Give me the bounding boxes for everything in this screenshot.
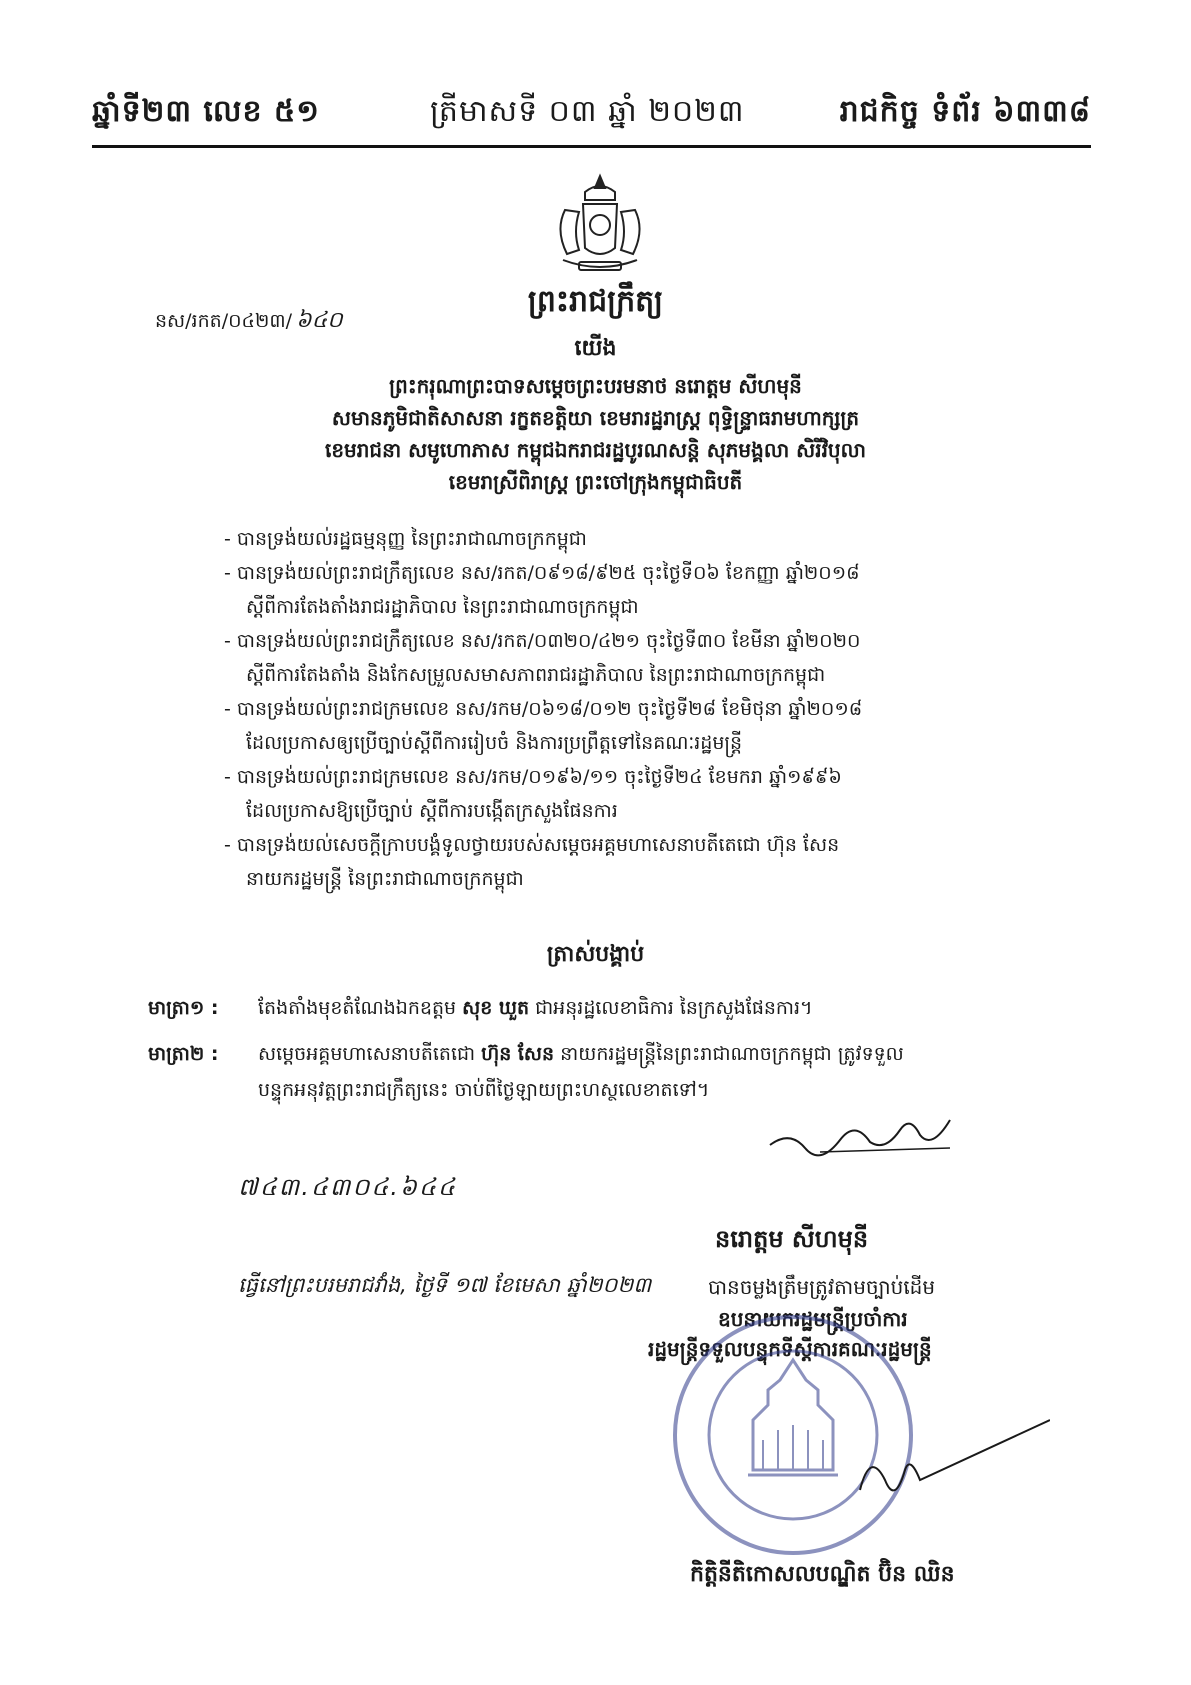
intro-word: យើង [574,336,617,361]
visa-line: បានទ្រង់យល់ព្រះរាជក្រឹត្យលេខ នស/រកត/០៩១៨/៩២៥ ចុះថ្ងៃទី០៦ ខែកញ្ញា ឆ្នាំ២០១៨ [236,562,860,584]
visa-dash: - [224,630,231,652]
visa-dash: - [224,562,231,584]
article-text: តែងតាំងមុខតំណែងឯកឧត្តម [258,997,463,1019]
certified-copy-text: បានចម្លងត្រឹមត្រូវតាមច្បាប់ដើម [708,1275,936,1299]
royal-style-line: ខេមរាជនា សមូហោភាស កម្ពុជឯករាជរដ្ឋបូរណសន្តិ សុភមង្គលា សិរីវិបុលា [324,438,867,462]
decision-heading: ត្រាស់បង្គាប់ [546,942,645,967]
visa-item [224,556,1090,624]
article-person-name: សុខ ឃួត [462,997,530,1019]
article-label: មាត្រា១ : [148,997,219,1019]
visa-dash: - [224,766,231,788]
article-label: មាត្រា២ : [148,1043,219,1065]
certifier-title-line1: ឧបនាយករដ្ឋមន្ត្រីប្រចាំការ [718,1307,908,1331]
royal-handwritten-date: ៧៤៣.៤៣០៤.៦៤៤ [238,1173,457,1201]
royal-style-line: ខេមរាស្រីពិរាស្ត្រ ព្រះចៅក្រុងកម្ពុជាធិបតី [448,470,743,494]
document-title: ព្រះរាជក្រឹត្យ [527,284,664,319]
visa-dash: - [224,834,231,856]
certifier-signature-icon [850,1410,1050,1530]
visa-line-continued: ដែលប្រកាសឱ្យប្រើច្បាប់ ស្តីពីការបង្កើតក្រសួងផែនការ [246,800,618,822]
visa-item [224,828,1090,896]
royal-signer-name: នរោត្តម សីហមុនី [715,1225,869,1253]
royal-style-line: សមានភូមិជាតិសាសនា រក្ខតខត្តិយា ខេមរារដ្ឋរាស្ត្រ ពុទ្ធិន្ទ្រាធរាមហាក្សត្រ [331,406,860,430]
visa-list [224,522,1090,896]
visa-line: បានទ្រង់យល់ព្រះរាជក្រឹត្យលេខ នស/រកត/០៣២០/៤២១ ចុះថ្ងៃទី៣០ ខែមីនា ឆ្នាំ២០២០ [236,630,861,652]
article-text: សម្តេចអគ្គមហាសេនាបតីតេជោ [258,1043,482,1065]
visa-item [224,624,1090,692]
visa-item [224,692,1090,760]
article-1 [148,990,1048,1026]
article-text: ជាអនុរដ្ឋលេខាធិការ នៃក្រសួងផែនការ។ [529,997,813,1019]
reference-number-printed: នស/រកត/០៤២៣/ [155,310,293,332]
visa-line-continued: ស្តីពីការតែងតាំង និងកែសម្រួលសមាសភាពរាជរដ្ឋាភិបាល នៃព្រះរាជាណាចក្រកម្ពុជា [246,664,826,686]
visa-dash: - [224,698,231,720]
royal-coat-of-arms-icon [545,170,655,280]
visa-line: បានទ្រង់យល់ព្រះរាជក្រមលេខ នស/រកម/០១៩៦/១១ ចុះថ្ងៃទី២៤ ខែមករា ឆ្នាំ១៩៩៦ [236,766,842,788]
gazette-page-number: រាជកិច្ច ទំព័រ ៦៣៣៨ [839,94,1091,129]
article-text-continued: បន្ទុកអនុវត្តព្រះរាជក្រឹត្យនេះ ចាប់ពីថ្ងៃឡាយព្រះហស្ថលេខាតទៅ។ [258,1079,710,1101]
visa-item [224,522,1090,556]
royal-signature-icon [760,1090,960,1170]
visa-line-continued: នាយករដ្ឋមន្ត្រី នៃព្រះរាជាណាចក្រកម្ពុជា [246,868,524,890]
gazette-year-issue: ឆ្នាំទី២៣ លេខ ៥១ [92,94,320,129]
visa-item [224,760,1090,828]
gazette-quarter-year: ត្រីមាសទី ០៣ ឆ្នាំ ២០២៣ [430,94,745,129]
article-person-name: ហ៊ុន សែន [481,1043,555,1065]
certifier-title-line2: រដ្ឋមន្ត្រីទទួលបន្ទុកទីស្តីការគណៈរដ្ឋមន្ត្រី [648,1337,932,1361]
visa-line: បានទ្រង់យល់រដ្ឋធម្មនុញ្ញ នៃព្រះរាជាណាចក្រកម្ពុជា [236,528,587,550]
place-and-date: ធ្វើនៅព្រះបរមរាជវាំង, ថ្ងៃទី ១៧ ខែមេសា ឆ្នាំ២០២៣ [238,1273,652,1297]
certifier-name: កិត្តិនីតិកោសលបណ្ឌិត ប៊ិន ឈិន [690,1562,955,1587]
header-divider [92,145,1091,148]
visa-line-continued: ដែលប្រកាសឲ្យប្រើច្បាប់ស្តីពីការរៀបចំ និងការប្រព្រឹត្តទៅនៃគណៈរដ្ឋមន្ត្រី [246,732,743,754]
visa-dash: - [224,528,231,550]
royal-style-line: ព្រះករុណាព្រះបាទសម្តេចព្រះបរមនាថ នរោត្តម សីហមុនី [389,374,802,398]
royal-styles [0,370,1191,498]
visa-line: បានទ្រង់យល់សេចក្តីក្រាបបង្គំទូលថ្វាយរបស់សម្តេចអគ្គមហាសេនាបតីតេជោ ហ៊ុន សែន [236,834,840,856]
visa-line-continued: ស្តីពីការតែងតាំងរាជរដ្ឋាភិបាល នៃព្រះរាជាណាចក្រកម្ពុជា [246,596,639,618]
visa-line: បានទ្រង់យល់ព្រះរាជក្រមលេខ នស/រកម/០៦១៨/០១២ ចុះថ្ងៃទី២៨ ខែមិថុនា ឆ្នាំ២០១៨ [236,698,863,720]
article-text: នាយករដ្ឋមន្ត្រីនៃព្រះរាជាណាចក្រកម្ពុជា ត្រូវទទួល [554,1043,904,1065]
reference-number-handwritten: ៦៤០ [296,308,343,333]
